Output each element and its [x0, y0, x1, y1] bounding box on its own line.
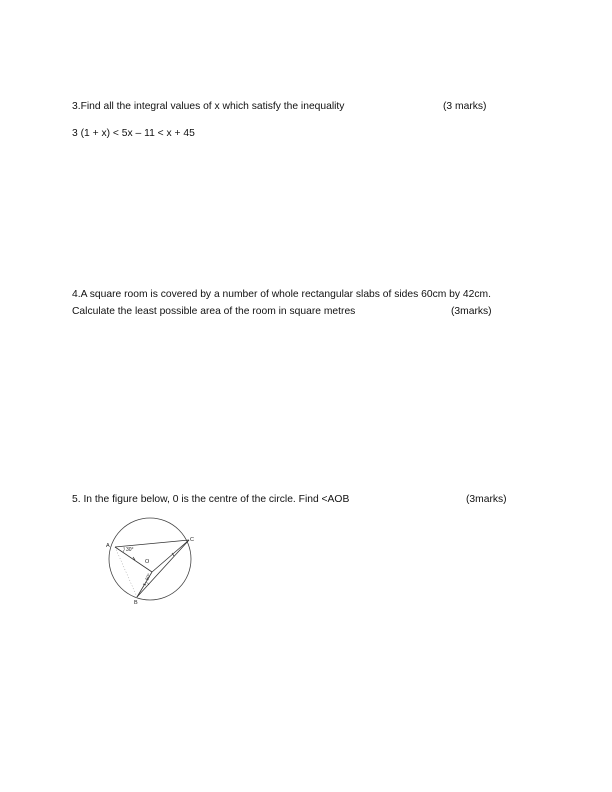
- question-3-text: 3.Find all the integral values of x which satisfy the inequality: [72, 101, 345, 112]
- angle-arc-o: [146, 582, 149, 585]
- segment-co: [152, 540, 189, 572]
- question-5-marks: (3marks): [466, 494, 507, 505]
- chord-cb: [137, 540, 189, 597]
- question-5-text: 5. In the figure below, 0 is the centre of the circle. Find <AOB: [72, 494, 350, 505]
- angle-arc-a: [123, 547, 124, 552]
- question-4-marks: (3marks): [451, 306, 492, 317]
- angle-label-b: 50°: [144, 572, 152, 582]
- circle: [109, 518, 191, 600]
- question-3-inequality: 3 (1 + x) < 5x – 11 < x + 45: [72, 128, 195, 139]
- label-a: A: [106, 543, 110, 549]
- label-c: C: [190, 537, 194, 543]
- circle-figure: [100, 516, 220, 616]
- chord-ac: [115, 540, 189, 547]
- question-4-text: 4.A square room is covered by a number of whole rectangular slabs of sides 60cm by 42cm.: [72, 289, 491, 300]
- label-o: O: [145, 559, 150, 565]
- tick-ob: [143, 584, 146, 585]
- label-b: B: [134, 600, 138, 606]
- question-3-marks: (3 marks): [443, 101, 487, 112]
- angle-label-a: 30°: [126, 547, 134, 553]
- question-4-text-line2: Calculate the least possible area of the room in square metres: [72, 306, 356, 317]
